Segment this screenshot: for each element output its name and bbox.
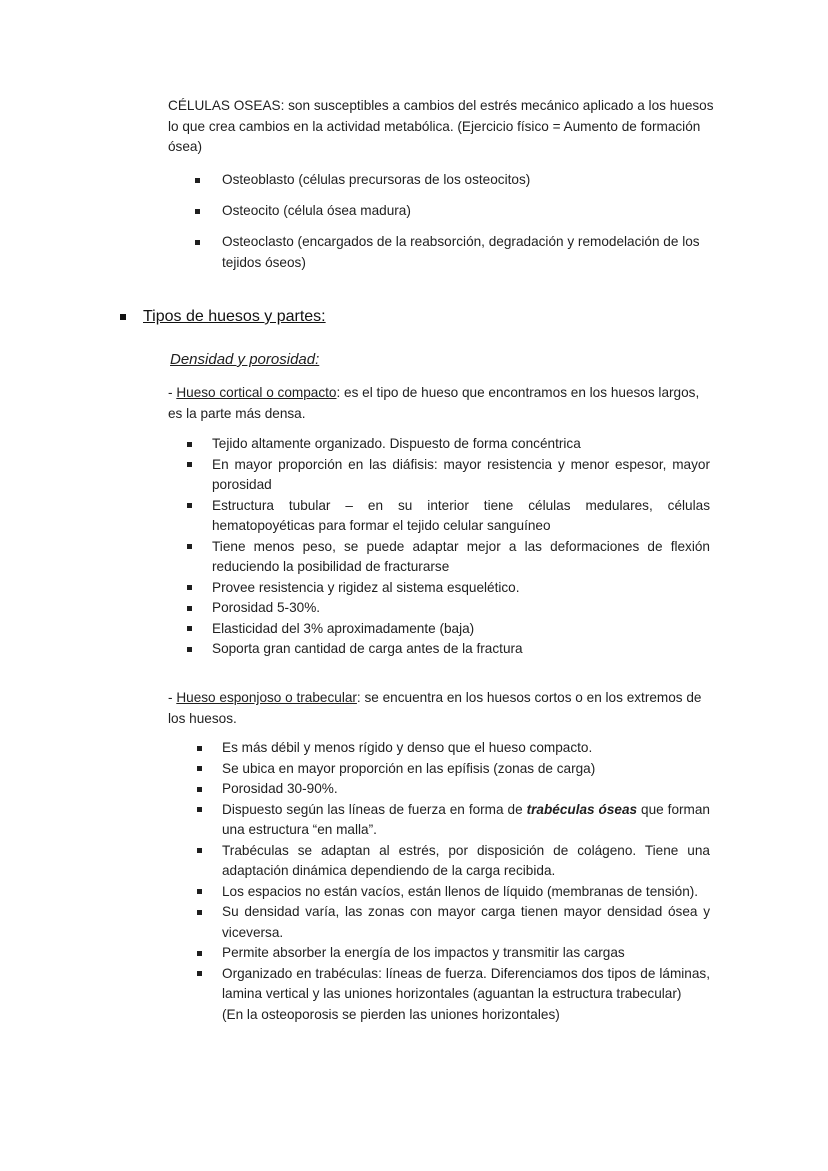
- trabecular-list: [222, 738, 710, 1025]
- list-item: Trabéculas se adaptan al estrés, por disposición de colágeno. Tiene una adaptación dinámica dependiendo de la carga recibida.: [222, 841, 710, 882]
- section-subtitle: Densidad y porosidad:: [170, 351, 320, 368]
- cortical-list: [212, 434, 710, 660]
- bullet-icon: [120, 314, 126, 320]
- list-item: Provee resistencia y rigidez al sistema esquelético.: [212, 578, 710, 599]
- list-item: Se ubica en mayor proporción en las epífisis (zonas de carga): [222, 759, 710, 780]
- list-item: Su densidad varía, las zonas con mayor carga tienen mayor densidad ósea y viceversa.: [222, 902, 710, 943]
- trabecular-term: Hueso esponjoso o trabecular: [176, 690, 357, 705]
- list-item: Osteocito (célula ósea madura): [222, 201, 716, 222]
- list-item: Porosidad 30-90%.: [222, 779, 710, 800]
- list-item: Dispuesto según las líneas de fuerza en forma de trabéculas óseas que forman una estructura “en malla”.: [222, 800, 710, 841]
- list-item: Elasticidad del 3% aproximadamente (baja): [212, 619, 710, 640]
- list-item: Soporta gran cantidad de carga antes de la fractura: [212, 639, 710, 660]
- cortical-intro: - Hueso cortical o compacto: es el tipo de hueso que encontramos en los huesos largos, es la parte más densa.: [168, 385, 700, 421]
- list-item: Estructura tubular – en su interior tiene células medulares, células hematopoyéticas para formar el tejido celular sanguíneo: [212, 496, 710, 537]
- intro-paragraph: CÉLULAS OSEAS: son susceptibles a cambios del estrés mecánico aplicado a los huesos lo que crea cambios en la actividad metabólica. (Ejercicio físico = Aumento de formación ósea): [168, 98, 714, 154]
- list-item: Es más débil y menos rígido y denso que el hueso compacto.: [222, 738, 710, 759]
- emphasis-text: trabéculas óseas: [526, 801, 638, 817]
- list-item: Porosidad 5-30%.: [212, 598, 710, 619]
- trabecular-intro: - Hueso esponjoso o trabecular: se encuentra en los huesos cortos o en los extremos de los huesos.: [168, 690, 702, 726]
- list-item: En mayor proporción en las diáfisis: mayor resistencia y menor espesor, mayor porosidad: [212, 455, 710, 496]
- list-item: Tiene menos peso, se puede adaptar mejor a las deformaciones de flexión reduciendo la posibilidad de fracturarse: [212, 537, 710, 578]
- section-title: Tipos de huesos y partes:: [143, 308, 326, 325]
- cortical-term: Hueso cortical o compacto: [176, 385, 337, 400]
- list-item: Permite absorber la energía de los impactos y transmitir las cargas: [222, 943, 710, 964]
- list-item: Tejido altamente organizado. Dispuesto de forma concéntrica: [212, 434, 710, 455]
- list-item: Los espacios no están vacíos, están llenos de líquido (membranas de tensión).: [222, 882, 710, 903]
- list-item: Osteoblasto (células precursoras de los osteocitos): [222, 170, 716, 191]
- cell-types-list: [222, 170, 716, 284]
- list-item: Organizado en trabéculas: líneas de fuerza. Diferenciamos dos tipos de láminas, lamina vertical y las uniones horizontales (aguantan la estructura trabecular) (En la osteoporosis se pierden las uniones horizontales): [222, 964, 710, 1026]
- list-item: Osteoclasto (encargados de la reabsorción, degradación y remodelación de los tejidos óseos): [222, 232, 716, 273]
